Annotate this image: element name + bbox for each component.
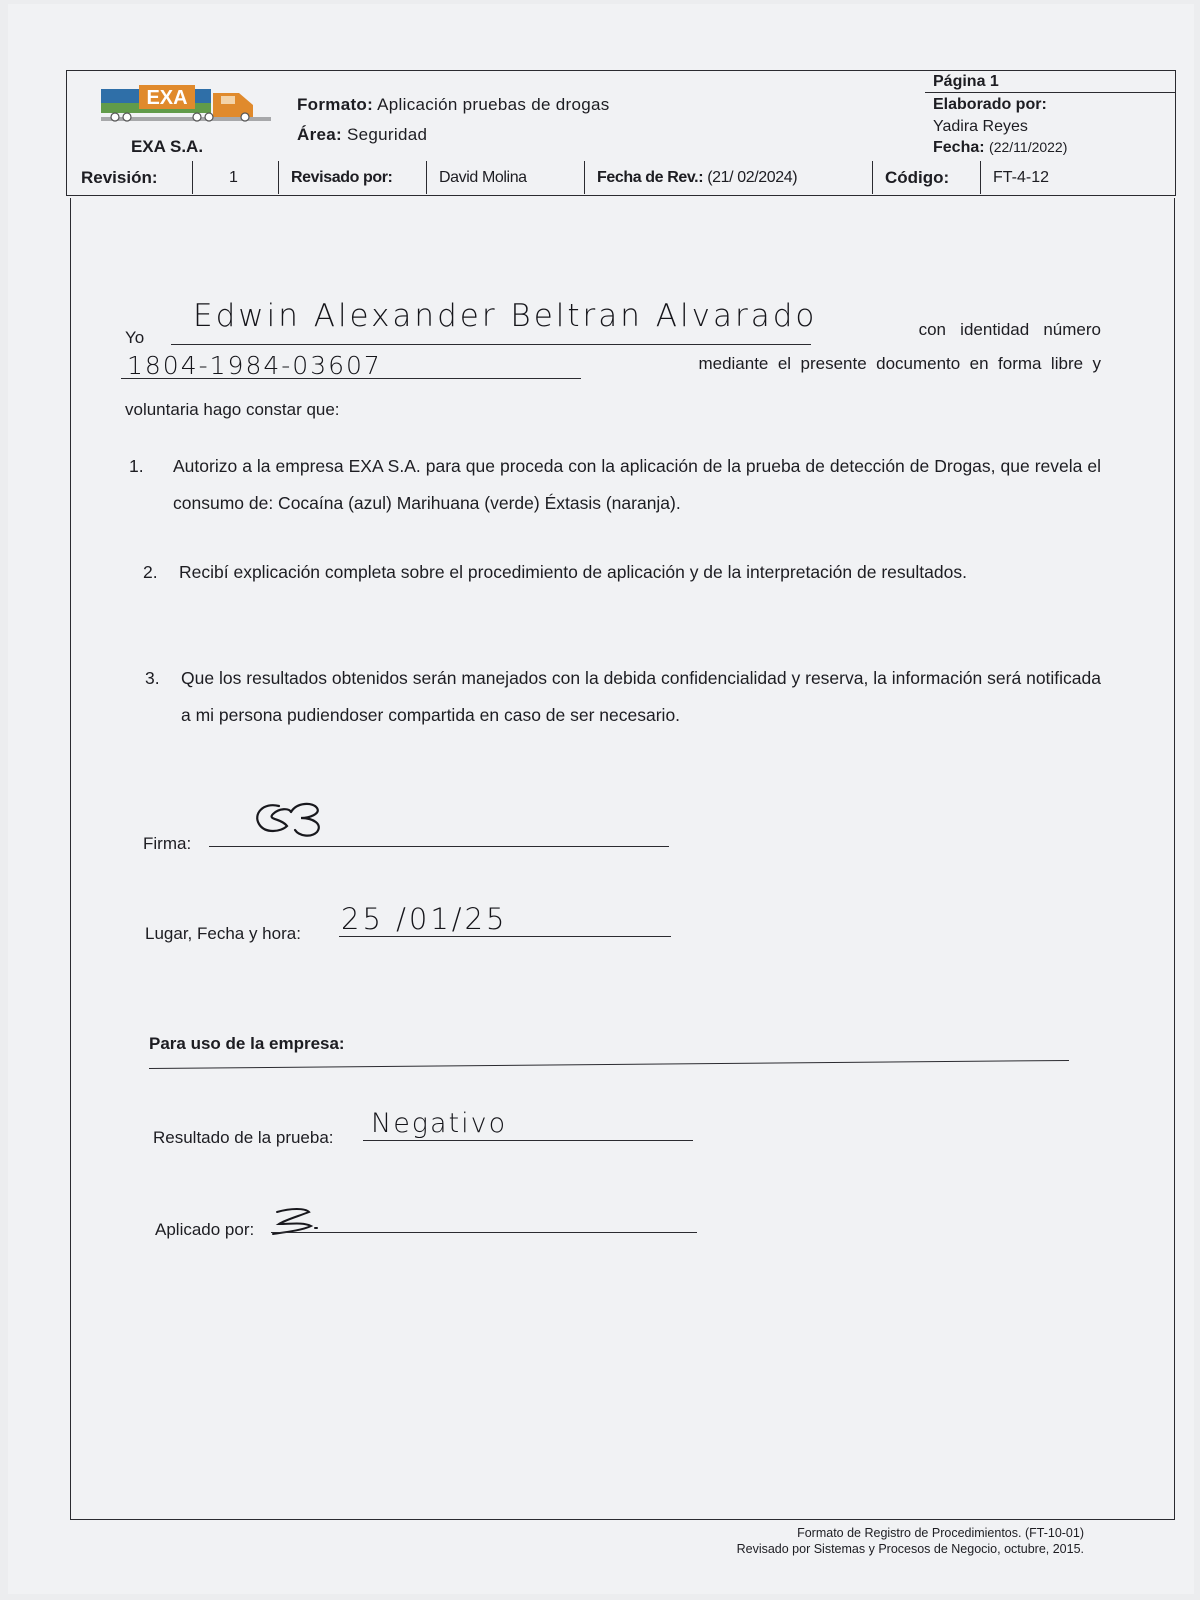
id-underline <box>121 378 581 379</box>
fecha-rev-label: Fecha de Rev.: <box>597 169 704 186</box>
codigo-value: FT-4-12 <box>993 169 1050 186</box>
page-number: Página 1 <box>933 73 999 90</box>
revision-value: 1 <box>193 161 279 194</box>
area-label: Área: <box>297 125 342 144</box>
list-item-text: Recibí explicación completa sobre el procedimiento de aplicación y de la interpretación de resultados. <box>179 562 967 582</box>
mediante-text: mediante el presente documento en forma libre y <box>698 354 1101 373</box>
resultado-label: Resultado de la prueba: <box>153 1128 334 1147</box>
fecha-value: (22/11/2022) <box>989 139 1068 155</box>
fecha-line <box>933 139 1067 157</box>
footer-line-1: Formato de Registro de Procedimientos. (FT-10-01) <box>797 1526 1084 1540</box>
exa-truck-logo <box>101 79 271 131</box>
area-line <box>297 125 427 145</box>
list-item-number: 1. <box>129 456 144 476</box>
company-use-heading: Para uso de la empresa: <box>149 1034 345 1053</box>
logo-text: EXA <box>146 87 188 109</box>
list-item-text: Que los resultados obtenidos serán manejados con la debida confidencialidad y reserva, la información será notificada a mi persona pudiendoser compartida en caso de ser necesario. <box>181 668 1101 725</box>
revisado-label: Revisado por: <box>279 161 427 194</box>
list-item-text: Autorizo a la empresa EXA S.A. para que proceda con la aplicación de la prueba de detección de Drogas, que revela el consumo de: Cocaína (azul) Marihuana (verde) Éxtasis (naranja). <box>173 456 1101 513</box>
list-item-number: 3. <box>145 668 160 688</box>
yo-label: Yo <box>125 328 145 347</box>
revision-label: Revisión: <box>67 161 193 194</box>
formato-label: Formato: <box>297 95 374 114</box>
handwritten-id-number: 1804-1984-03607 <box>127 351 382 380</box>
firma-underline <box>209 846 669 847</box>
company-use-divider <box>149 1060 1069 1069</box>
elaborado-value: Yadira Reyes <box>933 118 1028 135</box>
codigo-label: Código: <box>873 161 981 194</box>
signature-mark <box>251 796 351 846</box>
meta-divider <box>925 92 1175 93</box>
voluntaria-text: voluntaria hago constar que: <box>125 400 340 419</box>
formato-value: Aplicación pruebas de drogas <box>377 95 610 114</box>
resultado-underline <box>363 1140 693 1141</box>
handwritten-date: 25 /01/25 <box>341 902 508 936</box>
name-underline <box>171 344 811 345</box>
document-sheet <box>8 4 1194 1594</box>
fecha-rev-cell <box>585 161 873 194</box>
handwritten-result: Negativo <box>371 1108 508 1139</box>
lugar-label: Lugar, Fecha y hora: <box>145 924 301 943</box>
title-cell <box>285 71 925 161</box>
aplicado-underline <box>271 1232 697 1233</box>
revisado-value: David Molina <box>427 161 585 194</box>
area-value: Seguridad <box>347 125 428 144</box>
header-table <box>66 70 1176 196</box>
footer-line-2: Revisado por Sistemas y Procesos de Negocio, octubre, 2015. <box>736 1542 1084 1556</box>
company-name: EXA S.A. <box>130 137 204 156</box>
formato-line <box>297 95 610 115</box>
aplicado-label: Aplicado por: <box>155 1220 255 1239</box>
firma-label: Firma: <box>143 834 192 853</box>
fecha-label: Fecha: <box>933 139 985 156</box>
logo-cell <box>67 71 285 161</box>
lugar-underline <box>339 936 671 937</box>
elaborado-label: Elaborado por: <box>933 96 1047 113</box>
identidad-label: con identidad número <box>918 320 1101 339</box>
list-item-number: 2. <box>143 562 158 582</box>
fecha-rev-value: (21/ 02/2024) <box>707 169 798 186</box>
handwritten-name: Edwin Alexander Beltran Alvarado <box>193 298 818 334</box>
form-body <box>70 198 1175 1520</box>
meta-cell <box>925 71 1175 161</box>
revision-row <box>67 161 1175 195</box>
